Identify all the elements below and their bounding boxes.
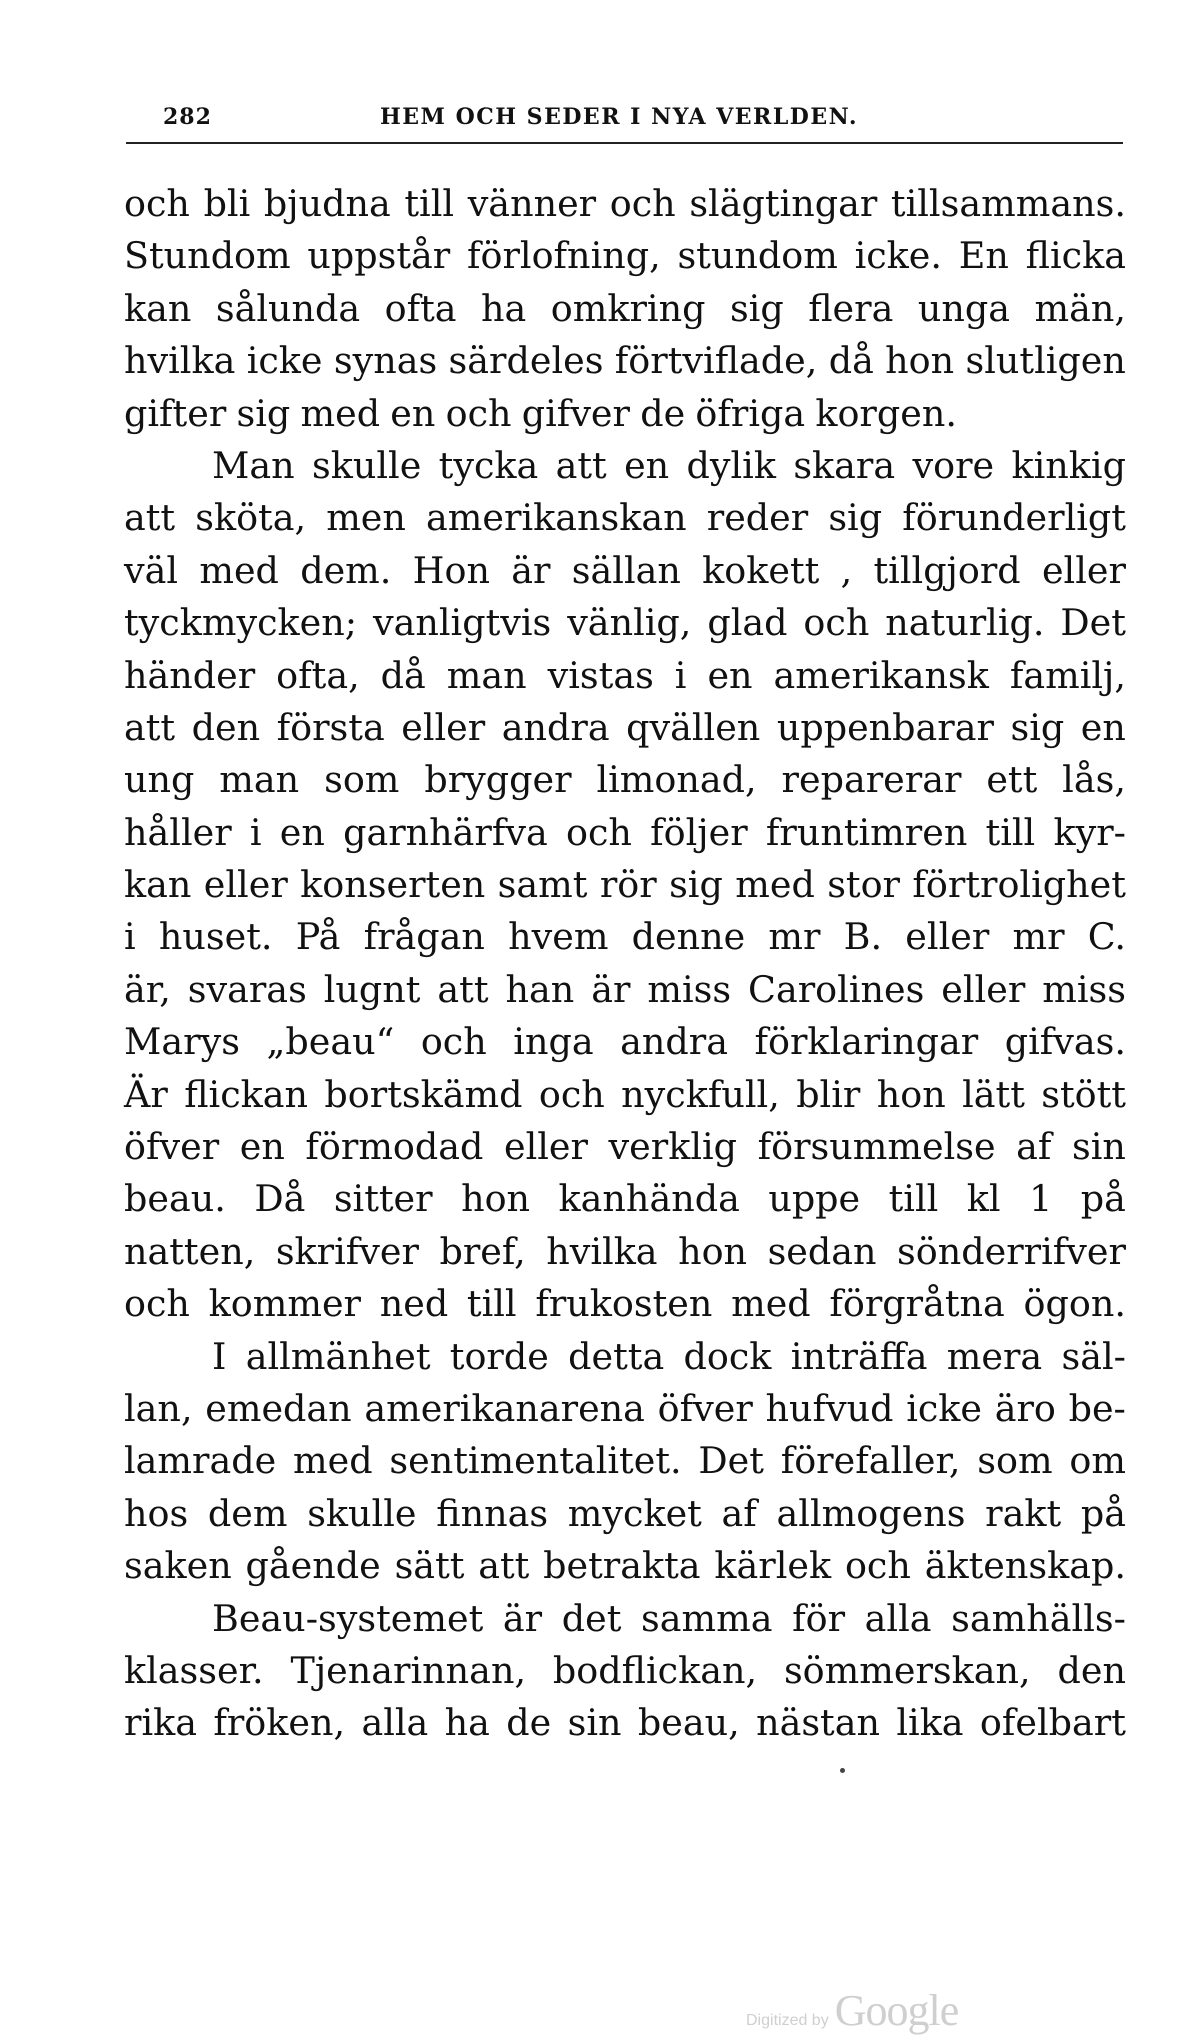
word: bortskämd (324, 1072, 523, 1116)
word: i (249, 810, 262, 854)
word: män, (1034, 286, 1126, 330)
text-line (124, 230, 1126, 282)
word: med (199, 548, 279, 592)
word: På (295, 915, 341, 959)
word: med (300, 391, 381, 435)
text-line (124, 964, 1126, 1016)
word: hos (124, 1491, 189, 1535)
word: att (478, 1544, 530, 1588)
word: limonad, (596, 758, 757, 802)
word: huset. (158, 915, 273, 959)
word: torde (449, 1334, 549, 1378)
word: uppe (768, 1177, 861, 1221)
word: är (502, 1596, 543, 1640)
word: skulle (307, 1491, 417, 1535)
text-line (124, 597, 1126, 649)
word: nästan (756, 1701, 880, 1745)
word: sin (567, 1701, 622, 1745)
scan-speck (840, 1768, 845, 1773)
word: förtrolighet (912, 863, 1126, 907)
word: ung (124, 758, 195, 802)
word: öfriga (695, 391, 806, 435)
word: gifver (521, 391, 630, 435)
word: och (124, 182, 190, 225)
word: mr (768, 915, 821, 959)
word: mr (1012, 915, 1065, 959)
word: Det (698, 1439, 764, 1483)
word: betrakta (543, 1544, 701, 1588)
word: skara (793, 443, 896, 487)
word: en (239, 1125, 285, 1169)
word: hon (678, 1229, 748, 1273)
word: förefaller, (780, 1439, 961, 1483)
word: och (565, 810, 632, 854)
word: skulle (312, 443, 422, 487)
text-line (124, 1435, 1126, 1487)
word: äktenskap. (924, 1544, 1126, 1588)
word: Carolines (748, 967, 925, 1011)
word: beau, (637, 1701, 740, 1745)
word: allmogens (776, 1491, 966, 1535)
word: lås, (1062, 758, 1126, 802)
word: hvilka (546, 1229, 658, 1273)
word: man (219, 758, 300, 802)
word: icke (246, 339, 323, 383)
word: frågan (363, 915, 485, 959)
word: äro (994, 1386, 1056, 1430)
word: Är (124, 1072, 168, 1116)
word: amerikanarena (364, 1386, 645, 1430)
word: inga (513, 1020, 594, 1064)
word: sällan (571, 548, 681, 592)
word: 1 (1029, 1177, 1053, 1221)
word: emedan (205, 1386, 352, 1430)
word: Marys (124, 1020, 240, 1064)
running-title: HEM OCH SEDER I NYA VERLDEN. (380, 104, 859, 130)
word: försummelse (757, 1125, 996, 1169)
text-line (124, 1331, 1126, 1383)
word: ned (379, 1282, 449, 1326)
google-logo: Google (834, 1986, 959, 2035)
word: eller (1041, 548, 1126, 592)
word: bref, (439, 1229, 526, 1273)
word: han (505, 967, 575, 1011)
word: öfver (124, 1125, 220, 1169)
word: och (445, 391, 512, 435)
word: flickan (184, 1072, 309, 1116)
word: då (380, 653, 426, 697)
word: hvem (508, 915, 609, 959)
word: förgråtna (829, 1282, 1005, 1326)
word: andra (620, 1020, 728, 1064)
word: icke (906, 1386, 983, 1430)
word: på (1080, 1491, 1126, 1535)
word: lika (896, 1701, 964, 1745)
word: sitter (333, 1177, 433, 1221)
word: väl (124, 548, 179, 592)
text-line (124, 1593, 1126, 1645)
word: att (437, 967, 489, 1011)
word: frukosten (535, 1282, 713, 1326)
text-line (124, 1278, 1126, 1330)
text-line (124, 1121, 1126, 1173)
word: rör (599, 863, 657, 907)
word: ofta, (276, 653, 360, 697)
word: miss (1042, 967, 1126, 1011)
text-line (124, 178, 1126, 230)
word: särdeles (448, 339, 604, 383)
word: förmodad (305, 1125, 484, 1169)
word: stött (1041, 1072, 1126, 1116)
word: reparerar (781, 758, 962, 802)
word: ofelbart (979, 1701, 1126, 1745)
word: de (640, 391, 686, 435)
word: flicka (1025, 234, 1126, 278)
word: Man (212, 443, 295, 487)
word: unga (917, 286, 1010, 330)
text-line (124, 1645, 1126, 1697)
text-line (124, 335, 1126, 387)
word: Då (254, 1177, 306, 1221)
word: svaras (187, 967, 307, 1011)
word: vore (912, 443, 995, 487)
word: och (124, 1282, 190, 1326)
digitized-by-label: Digitized by (746, 2012, 829, 2029)
word: är (511, 548, 551, 592)
word: alla (361, 1701, 429, 1745)
word: blir (796, 1072, 861, 1116)
word: amerikanskan (426, 496, 687, 540)
word: finnas (436, 1491, 549, 1535)
word: Det (1060, 601, 1126, 645)
word: garnhärfva (343, 810, 548, 854)
word: kokett (702, 548, 820, 592)
word: på (1080, 1177, 1126, 1221)
word: tillsammans. (890, 182, 1126, 225)
word: ha (481, 286, 527, 330)
header-rule (126, 142, 1123, 144)
word: lan, (124, 1386, 193, 1430)
word: kyr- (1053, 810, 1126, 854)
word: kan (124, 286, 192, 330)
word: fruntimren (765, 810, 968, 854)
word: följer (650, 810, 748, 854)
word: reder (706, 496, 809, 540)
word: med (735, 863, 815, 907)
word: qvällen (626, 705, 761, 749)
word: den (1057, 1648, 1126, 1692)
text-line (124, 754, 1126, 806)
word: håller (124, 810, 232, 854)
word: för (792, 1596, 846, 1640)
word: sömmerskan, (783, 1648, 1031, 1692)
word: sig (1010, 705, 1065, 749)
word: saken (124, 1544, 232, 1588)
word: ett (986, 758, 1038, 802)
word: „beau“ (266, 1020, 395, 1064)
word: sätt (394, 1544, 465, 1588)
word: rika (124, 1701, 197, 1745)
word: lätt (962, 1072, 1025, 1116)
word: sentimentalitet. (389, 1439, 682, 1483)
word: att (124, 496, 176, 540)
word: kinkig (1011, 443, 1126, 487)
text-line (124, 1383, 1126, 1435)
word: uppenbarar (776, 705, 994, 749)
text-line (124, 440, 1126, 492)
word: familj, (1009, 653, 1126, 697)
word: förlofning, (466, 234, 661, 278)
word: sköta, (195, 496, 307, 540)
word: hvilka (124, 339, 236, 383)
word: i (674, 653, 687, 697)
word: eller (203, 863, 288, 907)
word: , (840, 548, 853, 592)
word: hufvud (765, 1386, 894, 1430)
word: vanligtvis (372, 601, 552, 645)
word: konserten (300, 863, 486, 907)
word: att (124, 705, 176, 749)
word: stor (827, 863, 901, 907)
word: be- (1068, 1386, 1126, 1430)
text-line (124, 859, 1126, 911)
word: miss (647, 967, 732, 1011)
word: kommer (208, 1282, 362, 1326)
word: en (390, 391, 436, 435)
word: öfver (657, 1386, 753, 1430)
text-line (124, 1069, 1126, 1121)
word: vistas (547, 653, 654, 697)
word: tillgjord (873, 548, 1021, 592)
text-line (124, 492, 1126, 544)
word: af (721, 1491, 757, 1535)
word: uppstår (307, 234, 451, 278)
word: sin (1072, 1125, 1126, 1169)
word: och (803, 601, 870, 645)
text-line (124, 545, 1126, 597)
word: beau. (124, 1177, 226, 1221)
word: ha (444, 1701, 490, 1745)
word: klasser. (124, 1648, 264, 1692)
word: amerikansk (773, 653, 989, 697)
word: slutligen (965, 339, 1126, 383)
word: i (124, 915, 136, 959)
word: säl- (1061, 1334, 1126, 1378)
word: eller (941, 967, 1026, 1011)
text-line (124, 1697, 1126, 1749)
word: ofta (384, 286, 457, 330)
word: En (958, 234, 1009, 278)
word: att (555, 443, 607, 487)
word: C. (1087, 915, 1126, 959)
word: af (1016, 1125, 1052, 1169)
word: bodflickan, (552, 1648, 758, 1692)
word: till (888, 1177, 939, 1221)
word: om (1069, 1439, 1126, 1483)
word: allmänhet (245, 1334, 431, 1378)
word: första (276, 705, 385, 749)
word: till (404, 182, 455, 225)
word: som (977, 1439, 1053, 1483)
word: är, (124, 967, 171, 1011)
word: de (506, 1701, 552, 1745)
word: eller (401, 705, 486, 749)
word: man (446, 653, 527, 697)
word: hon (461, 1177, 531, 1221)
word: förtviflade, (614, 339, 818, 383)
text-line (124, 702, 1126, 754)
word: då (828, 339, 874, 383)
word: alla (864, 1596, 932, 1640)
word: eller (503, 1125, 588, 1169)
word: Tjenarinnan, (290, 1648, 527, 1692)
word: är (591, 967, 631, 1011)
word: dylik (686, 443, 776, 487)
word: gifvas. (1004, 1020, 1126, 1064)
running-head (126, 98, 1123, 138)
word: och (844, 1544, 911, 1588)
word: lamrade (124, 1439, 277, 1483)
text-line (124, 1173, 1126, 1225)
word: sålunda (215, 286, 361, 330)
word: till (466, 1282, 517, 1326)
word: flera (808, 286, 894, 330)
word: dem (207, 1491, 288, 1535)
word: som (324, 758, 400, 802)
text-line (124, 388, 1126, 440)
word: till (985, 810, 1036, 854)
word: samma (641, 1596, 773, 1640)
word: kanhända (558, 1177, 740, 1221)
word: skrifver (275, 1229, 419, 1273)
word: B. (843, 915, 883, 959)
word: det (561, 1596, 622, 1640)
text-line (124, 807, 1126, 859)
word: men (326, 496, 406, 540)
word: sönderrifver (897, 1229, 1126, 1273)
word: förklaringar (754, 1020, 979, 1064)
word: slägtingar (689, 182, 878, 225)
word: mera (946, 1334, 1043, 1378)
word: sig (669, 863, 723, 907)
word: eller (905, 915, 990, 959)
word: omkring (550, 286, 706, 330)
word: och (420, 1020, 487, 1064)
word: ögon. (1023, 1282, 1126, 1326)
word: naturlig. (885, 601, 1045, 645)
word: verklig (608, 1125, 738, 1169)
word: förunderligt (902, 496, 1126, 540)
word: mycket (567, 1491, 702, 1535)
word: hon (876, 1072, 946, 1116)
word: denne (631, 915, 746, 959)
word: en (707, 653, 753, 697)
text-line (124, 283, 1126, 335)
word: den (191, 705, 261, 749)
word: natten, (124, 1229, 256, 1273)
word: sig (236, 391, 291, 435)
word: dem. (300, 548, 392, 592)
word: samt (497, 863, 588, 907)
text-line (124, 1226, 1126, 1278)
word: dock (683, 1334, 772, 1378)
word: med (293, 1439, 373, 1483)
word: rakt (985, 1491, 1062, 1535)
text-line (124, 1488, 1126, 1540)
word: nyckfull, (621, 1072, 780, 1116)
word: glad (707, 601, 788, 645)
word: gifter (124, 391, 227, 435)
word: tycka (438, 443, 539, 487)
word: brygger (424, 758, 572, 802)
word: vänlig, (567, 601, 692, 645)
word: en (624, 443, 670, 487)
word: synas (333, 339, 438, 383)
word: andra (501, 705, 610, 749)
word: tyckmycken; (124, 601, 358, 645)
word: icke. (854, 234, 942, 278)
word: Beau-systemet (212, 1596, 484, 1640)
word: korgen. (815, 391, 957, 435)
word: samhälls- (951, 1596, 1126, 1640)
word: bjudna (263, 182, 391, 225)
body-text (124, 178, 1126, 1750)
word: en (279, 810, 325, 854)
google-watermark (746, 1985, 958, 2036)
word: sedan (767, 1229, 877, 1273)
word: kan (124, 863, 192, 907)
word: sig (729, 286, 784, 330)
word: detta (568, 1334, 665, 1378)
word: Hon (412, 548, 490, 592)
word: kl (966, 1177, 1001, 1221)
word: Stundom (124, 234, 291, 278)
text-line (124, 911, 1126, 963)
word: lugnt (323, 967, 421, 1011)
word: och (538, 1072, 605, 1116)
text-line (124, 1016, 1126, 1068)
word: inträffa (790, 1334, 928, 1378)
word: stundom (677, 234, 838, 278)
word: I (212, 1334, 227, 1378)
text-line (124, 650, 1126, 702)
page-number: 282 (163, 104, 212, 130)
word: vänner (467, 182, 597, 225)
word: med (731, 1282, 811, 1326)
word: händer (124, 653, 256, 697)
word: och (609, 182, 676, 225)
word: sig (828, 496, 883, 540)
word: bli (203, 182, 251, 225)
word: en (1080, 705, 1126, 749)
word: fröken, (213, 1701, 346, 1745)
text-line (124, 1540, 1126, 1592)
word: hon (885, 339, 955, 383)
word: kärlek (714, 1544, 832, 1588)
word: gående (245, 1544, 381, 1588)
